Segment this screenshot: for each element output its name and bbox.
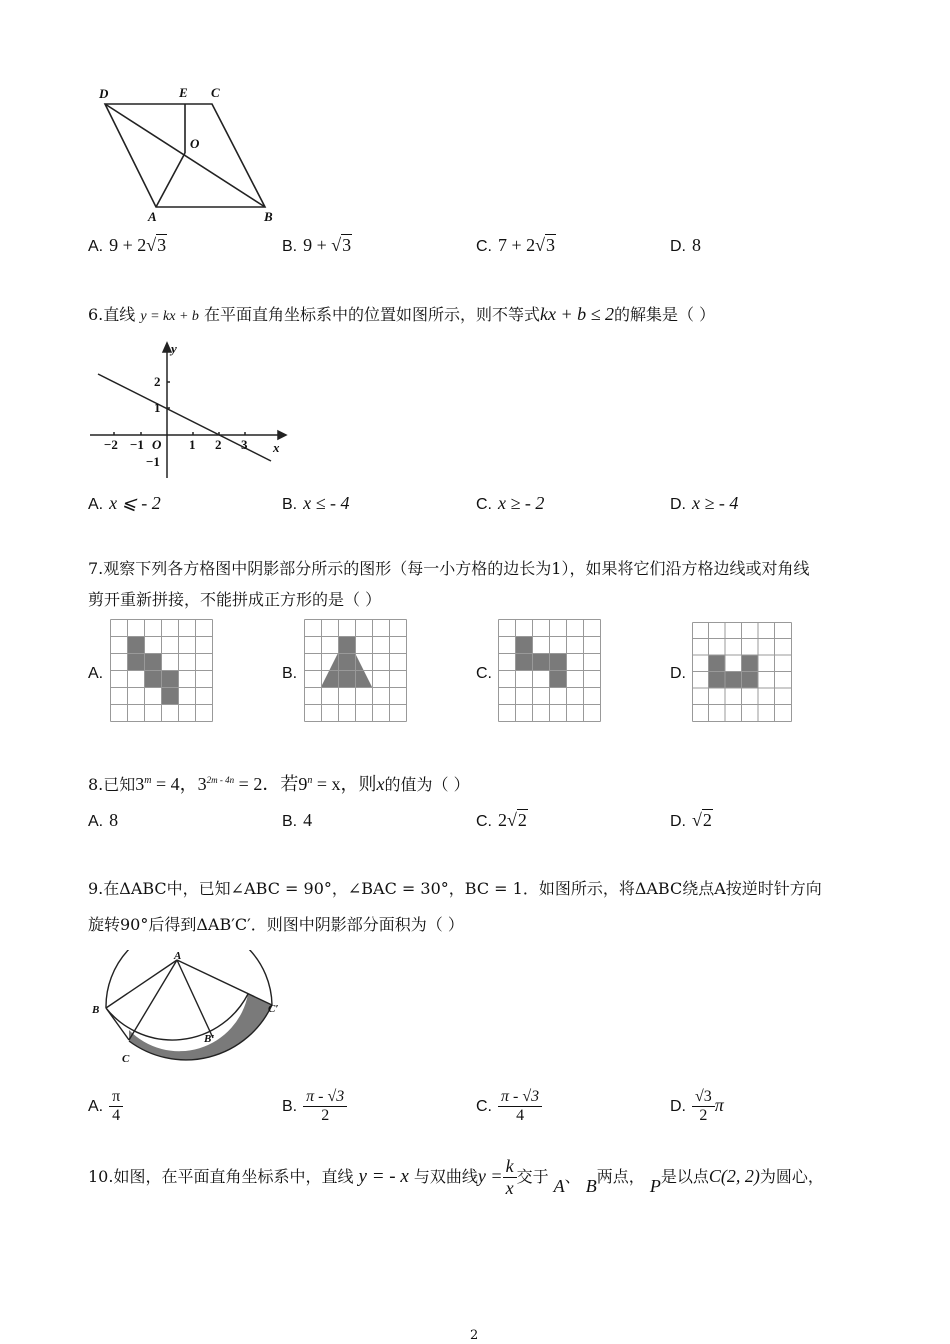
q9-label-c: C — [122, 1053, 130, 1065]
q9-option-b[interactable]: B. $\frac{\pi - √3}{2}$ — [282, 1088, 347, 1125]
q6-option-c[interactable]: C. x ≥ - 2 — [476, 493, 545, 513]
q6-option-b[interactable]: B. x ≤ - 4 — [282, 493, 350, 513]
q5-label-b: B — [264, 209, 273, 224]
q5-option-c[interactable]: C. 7 + 2√3 — [476, 235, 556, 255]
q7-grid-d — [692, 622, 792, 722]
q5-rhombus-figure — [90, 80, 290, 225]
q9-rotation-figure — [88, 950, 288, 1070]
q9-label-b-prime: B′ — [204, 1033, 215, 1045]
q5-label-a: A — [148, 209, 157, 224]
q6-tick-x: 1 — [189, 437, 196, 452]
q9-stem-line1: 9.在ΔABC中，已知∠ABC = 90°，∠BAC = 30°，BC = 1．如图所示，将ΔABC绕点A按逆时针方向 — [88, 879, 822, 898]
q5-label-o: O — [190, 136, 200, 151]
q10-stem: 10.如图，在平面直角坐标系中，直线 y = - x 与双曲线y = $\frac{k}{x}$ 交于 A、 B两点， P是以点C(2, 2)为圆心， — [88, 1156, 824, 1198]
q8-stem: 8.已知$3^m = 4$，$3^{2m - 4n} = 2$．若$9^n = x$，则x的值为（ ） — [88, 774, 470, 794]
q6-tick-y: 1 — [154, 400, 161, 415]
q5-label-d: D — [99, 86, 109, 101]
q9-option-c[interactable]: C. $\frac{\pi - √3}{4}$ — [476, 1088, 542, 1125]
q5-option-b[interactable]: B. 9 + √3 — [282, 235, 352, 255]
q6-tick-x: −1 — [130, 437, 144, 452]
q8-option-a[interactable]: A. 8 — [88, 810, 119, 830]
q7-grid-c — [498, 619, 602, 723]
q6-stem: 6.直线 y = kx + b 在平面直角坐标系中的位置如图所示，则不等式kx + b ≤ 2的解集是（ ） — [88, 304, 716, 324]
q5-option-a[interactable]: A. 9 + 2√3 — [88, 235, 167, 255]
q7-stem-line1: 7.观察下列各方格图中阴影部分所示的图形（每一小方格的边长为1），如果将它们沿方格边线或对角线 — [88, 559, 810, 578]
q9-stem-line2: 旋转90°后得到ΔAB′C′．则图中阴影部分面积为（ ） — [88, 915, 464, 934]
q6-axis-x: x — [273, 440, 280, 455]
q6-line-graph — [88, 340, 288, 480]
q7-grid-b — [304, 619, 408, 723]
q6-tick-x: −2 — [104, 437, 118, 452]
q7-stem-line2: 剪开重新拼接，不能拼成正方形的是（ ） — [88, 590, 382, 609]
q7-option-a[interactable]: A. — [88, 665, 104, 682]
q5-label-e: E — [179, 85, 188, 100]
q7-option-b[interactable]: B. — [282, 665, 298, 682]
q5-label-c: C — [211, 85, 220, 100]
q8-option-c[interactable]: C. 2√2 — [476, 810, 527, 830]
q6-origin: O — [152, 437, 162, 452]
q8-option-d[interactable]: D. √2 — [670, 810, 712, 830]
q8-option-b[interactable]: B. 4 — [282, 810, 313, 830]
page-number: 2 — [470, 1328, 479, 1343]
q6-axis-y: y — [171, 341, 177, 356]
q9-label-a: A — [174, 950, 182, 962]
q9-label-b: B — [92, 1004, 100, 1016]
q7-option-d[interactable]: D. — [670, 665, 686, 682]
q9-option-a[interactable]: A. $\frac{\pi}{4}$ — [88, 1088, 123, 1125]
q6-tick-y: 2 — [154, 374, 161, 389]
q6-tick-x: 2 — [215, 437, 222, 452]
q9-option-d[interactable]: D. $\frac{√3}{2}$ π — [670, 1088, 724, 1124]
q7-option-c[interactable]: C. — [476, 665, 492, 682]
q6-option-d[interactable]: D. x ≥ - 4 — [670, 493, 739, 513]
q5-option-d[interactable]: D. 8 — [670, 235, 701, 255]
q6-tick-y: −1 — [146, 454, 160, 469]
q6-tick-x: 3 — [241, 437, 248, 452]
q7-grid-a — [110, 619, 214, 723]
q6-option-a[interactable]: A. x ⩽ - 2 — [88, 493, 161, 513]
q9-label-c-prime: C′ — [268, 1003, 279, 1015]
